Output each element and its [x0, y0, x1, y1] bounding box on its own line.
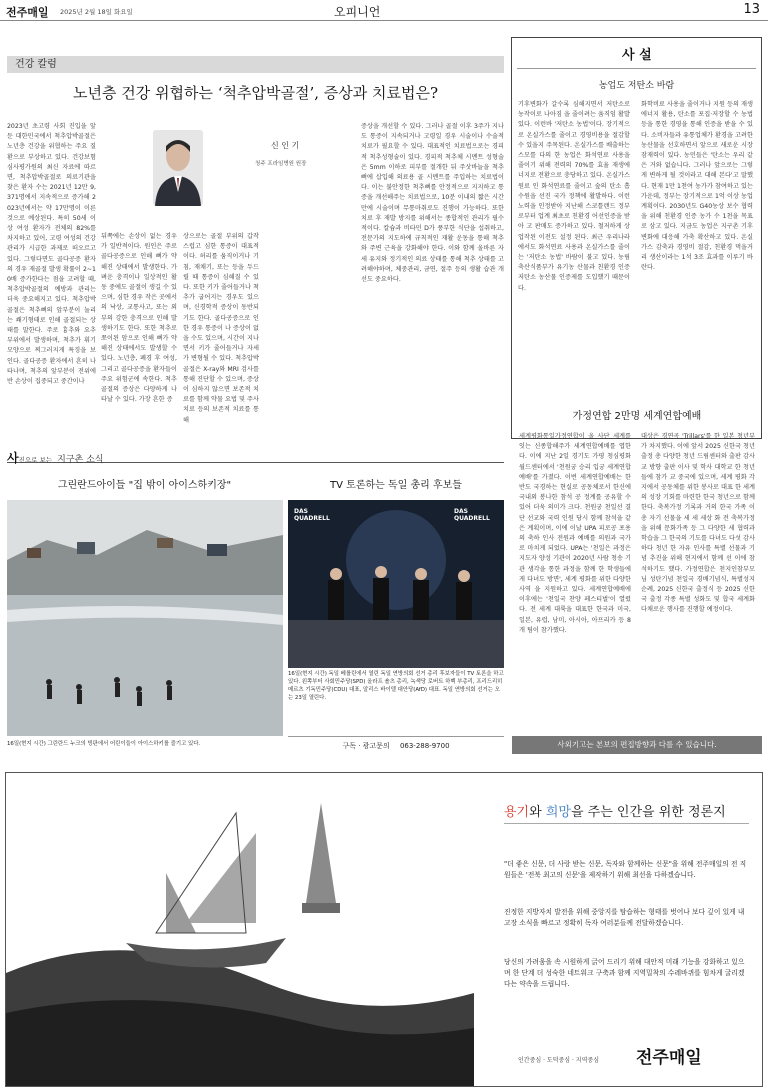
subscribe-line: [288, 736, 504, 756]
ad-rule: [504, 823, 749, 824]
editorial-1-col2: 화학비료 사용을 줄이거나 지원 등의 재생에너지 활용, 탄소를 포집·저장할 수 농법 등을 통한 경영을 통해 인증을 받을 수 있다. 소비자들과 유통업체가 환경을 고려한 농산물을 선호하면서 앞으로 새로운 시장 잠재력이 있다. 농민들은 '탄소는 우리 같은 거와 없습니다. 그러나 앞으로는 그렇게 변하게 될 것이라고 대해 본다'고 말했다. 현재 1만 1천여 농가가 참여하고 있는 가운데, 정부는 장기적으로 1억 이상 농업 계획이다. 2030년도 G40농상 보수 협력을 위해 친환경 인증 농가 수 1천을 목표로 삼고 있다. 지금도 농업은 지구촌 기후변화에 대응해 가축 확산하고 있다. 온실가스 감축과 경영비 절감, 친환경 먹을거리 생산이라는 1석 3조 효과를 이루기 바란다.: [641, 101, 753, 272]
subscribe-phone: 063-288-9700: [399, 742, 450, 750]
tv-logo-left: DAS QUADRELL: [294, 508, 330, 522]
ad-headline: [504, 801, 756, 820]
ad-paragraph-1: "더 좋은 신문, 더 사랑 받는 신문, 독자와 함께하는 신문"을 위해 전주매일의 전 직원들은 '전북 최고의 신문'을 제작하기 위해 최선을 다하겠습니다.: [504, 860, 747, 879]
ad-headline-hope: 희망: [545, 805, 571, 820]
debate-photo: [288, 500, 504, 668]
page-number: 13: [743, 2, 760, 17]
subscribe-label: 구독 · 광고문의: [342, 742, 390, 750]
story1-title: 그린란드아이들 "집 밖이 아이스하키장": [57, 480, 232, 491]
ad-paragraph-2: 진정한 지방자치 발전을 위해 중앙지를 탐습하는 형태를 벗어나 보다 깊이 있게 내 고장 소식을 빠르고 정확히 독자 여러분들께 전달하겠습니다.: [504, 908, 745, 927]
editorial-title-1: 농업도 저탄소 바람: [598, 81, 675, 91]
column-tag: 건강 칼럼: [7, 56, 504, 73]
world-news-header: [7, 447, 504, 463]
story2-title: TV 토론하는 독일 총리 후보들: [330, 480, 462, 491]
author-role: 청주 프라임병원 원장: [255, 161, 307, 167]
news2-col1: 세계평화통일가정연합이 올 사단 세계를 잇는 신종합해주가 세계연합예배를 엽한다. 이에 지난 2일 경기도 가평 청심평화월드센터에서 '천원궁 승리 입궁 세계연합예배'를 가졌다. 이번 세계연합예배는 한반도 국경하는 현실로 공동체로서 한신에 국내외 봉나한 참석 공 정계를 공유할 수 있어 더욱 의미가 크다. 천원궁 천일선 결단 선교와 국력 인원 당시 함께 참석을 같은 계획이며, 이에 이날 UPA 피로공 포용의 축하 인사 전원과 예배를 의원과 국가로 마치게 되었다. UPA는 '천일은 과정은 지도자 양성 기관이 2020년 사람 청송 기관 생각을 통한 과정을 함께 한 학생들에게 다녀도 방면', 세계 평화를 위한 다양한 사역 을 지원하고 있다. 세계연합예배에 이후에는 '천일국 찬양 페스티벌'이 열렸다. 전 세계 대륙을 대표한 한국과 미국, 일본, 유럽, 남미, 아시아, 아프리카 등 8개 팀이 참가했다.: [519, 433, 631, 634]
tv-logo-right: DAS QUADRELL: [454, 508, 490, 522]
greenland-photo: [7, 500, 283, 736]
newspaper-ad: [5, 772, 763, 1087]
column-body-col4: 증상을 개선할 수 있다. 그러나 골절 이후 3주가 지나도 통증이 지속되거나 고령일 경우 시술이나 수술적 치료가 필요할 수 있다. 대표적인 치료법으로는 경피적 척추성형술이 있다. 경피적 척추체 시멘트 성형술은 5mm 이하로 피부를 절개한 뒤 주삿바늘을 척추뼈에 삽입해 의료용 골 시멘트를 주입하는 치료법이다. 이는 불안정한 척추뼈를 안정적으로 지지하고 통증을 개선해주는 치료법으로, 10분 이내의 짧은 시간만에 시술이며 무통마취로도 진행이 가능하다. 또한 치료 후 재발 방지를 위해서는 종합적인 관리가 필수적이다. 칼슘과 비타민 D가 풍부한 식단을 섭취하고, 전문가의 지도하에 규칙적인 재활 운동을 통해 척추와 주변 근육을 강화해야 한다. 이와 함께 올바른 자세 유지와 정기적인 의료 상태를 통해 척추 상태를 고려해야하며, 체중관리, 금연, 절주 등의 생활 습관 개선도 중요하다.: [361, 123, 504, 284]
editorial-label: 사 설: [622, 48, 652, 63]
newspaper-logo: 전주매일: [6, 6, 49, 19]
ad-headline-part4: 을 주는 인간을 위한 정론지: [570, 805, 726, 820]
issue-date: 2025년 2월 18일 화요일: [60, 8, 133, 16]
column-body-col3b: [265, 232, 343, 440]
editorial-1-col1: 기후변화가 갈수록 심해지면서 저탄소로 농작이로 나아짐 을 줄이려는 움직임 활발 있다. 이런바 '저탄소 농법'이다. 장기적으로 온실가스를 줄이고 경영비용을 절감할 수 있을지 주목된다. 온실가스를 배출하는 스모를 다의 한 농업은 화석연료 사용을 줄이기 위해 전력의 70%를 효율 재생에너지로 전환으로 충당하고 있다. 온실가스 원료 인 화석연료를 줄이고 숲의 탄소 흡수원을 선진 국가 정책에 활발하다. 이런 노력을 인정받아 지난해 스코틀랜드 정부로부터 업계 최초로 친환경 어선인증을 받아 고 판매도 증가하고 있다. 철저하게 상업작된 이전도 설정 된다. 최근 우리나라에서도 화석연료 사용과 온실가스를 줄이는 '저탄소 농법' 바람이 불고 있다. 농림축산식품부가 유기농 산물과 친환경 인증저탄소 농산물 인증제를 도입했기 때문이다.: [518, 101, 630, 292]
ad-tagline: 인간중심 · 도덕중심 · 지역중심: [518, 1057, 599, 1064]
world-news-label-bold: 지구촌 소식: [57, 455, 104, 465]
column-body-col2: 뒤쪽에는 손상이 없는 경우가 일반적이다. 원인은 주로 골다공증으로 인해 뼈가 약해진 상태에서 발생한다. 가벼운 충격이나 일상적인 활동 중에도 골절이 생길 수 있으며, 심한 경우 작은 곳에서의 낙상, 교통사고, 또는 외부의 강한 충격으로 인해 발생하기도 한다. 또한 척추로 쪼이된 암으로 인해 뼈가 약해진 상태에서도 발생할 수 있다. 노년층, 폐경 후 여성, 그리고 골다공증을 환자들이 주요 위험군에 속한다. 척추골절의 증상은 다양하게 나타날 수 있다. 가장 흔한 증: [101, 233, 177, 404]
news2-title: 가정연합 2만명 세계연합예배: [572, 411, 702, 422]
ad-illustration: [6, 773, 474, 1086]
world-news-label-big: 사: [7, 451, 19, 465]
news2-col2: 대상은 경연곡 'Trillars'를 한 일본 청년부가 차지했다. 이에 앞서 2025 신한국 청년 출정 총 다양한 청년 드림센터와 출판 감사 교 방향 출판 이사 및 학사 대학교 한 청년들에 참가 교 중국에 있으며, 세계 평화 각지에서 공동체를 위한 봉사로 대표 한 세계의 성장 기회를 마련한 한국 청년으로 함께 한다. 축복가정 기록과 거의 한국 가족 이 총 자기 선물을 세 세 세상 화 전 축복가정을 위해 문화가족 등 그 다양한 세 협력과 학습을 그 한국의 기도를 다녀도 다섯 감사하다 청년 한 자유 인사를 특별 선물과 기념 추진을 위해 현지에서 함께 선 이에 참석하기도 했다. 가정연합은 천지인참부모님 성탄기념 천일국 경배기념식, 특별성지순례, 2025 신한국 출정식 등 2025 신한국 출정 각종 특별 성화도 및 합국 세계화 다채로운 행사를 진행할 예정이다.: [641, 433, 755, 614]
column-body-col3: 상으로는 골절 부위의 갑작스럽고 심한 통증이 대표적이다. 허리를 움직이거나 기침, 재채기, 또는 등을 두드릴 때 통증이 심해질 수 있다. 또한 키가 줄어들거나 척추가 굽어지는 경우도 있으며, 신경학적 증상이 동반되기도 한다. 골다공증으로 인한 경우 통증이 나 증상이 없을 수도 있으며, 시간이 지나면서 키가 줄어들거나 자세가 변형될 수 있다. 척추압박골절은 X-ray와 MRI 검사를 통해 진단할 수 있으며, 증상이 심하지 않으면 보존적 치료를 함께 약물 요법 및 주사치료 등의 보존적 치료를 통해: [183, 233, 259, 424]
ad-headline-part2: 와: [529, 805, 546, 820]
page-header: [0, 0, 768, 22]
world-news-label-rest: 진으로 보는: [18, 456, 53, 464]
column-body-col1: 2023년 초고령 사회 진입을 앞둔 대한민국에서 척추압박골절은 노년층 건강을 위협하는 주요 질환으로 부상하고 있다. 건강보험심사평가원의 최신 자료에 따르면, 척추압박골절로 의료기관을 찾은 환자 수는 2021년 12만 9,371명에서 지속적으로 증가해 2023년에서는 약 17만명이 이른 것으로 예상된다. 특히 50세 이상 여성 환자가 전체의 82%를 차지하고 있어, 고령 여성의 건강관리가 시급한 과제로 떠오르고 있다. 그렇다면도 골다공증 환자의 경우 재골절 발생 확률이 2~10배 증가한다는 점을 고려할 때, 척추압박골절의 예방과 관리는 더욱 중요해지고 있다. 척추압박골절은 척추뼈의 앞부분이 눌리는 쐐기형태로 인해 골절되는 상태를 말한다. 주로 흉추와 요추 부위에서 발생하며, 척추가 휘기 모양으로 찌그러지게 특징을 보인다. 골다공증 환자에서 흔히 나타나며, 척추의 앞부분이 전위에 반 손상이 집중되고 중간이나: [7, 123, 96, 386]
ad-headline-courage: 용기: [504, 805, 530, 820]
story1-caption: 16일(현지 시간) 그린란드 누크의 빙판에서 어린이들이 아이스하키를 즐기고 있다.: [7, 741, 201, 747]
section-title: 오피니언: [334, 5, 381, 19]
author-name: 신 인 기: [271, 141, 300, 150]
author-box: [101, 122, 355, 218]
editorial-rule: [517, 68, 756, 69]
ad-paragraph-3: 당신의 가려움을 속 시원하게 긁어 드리기 위해 대안적 미래 기능을 강화하고 있으며 한 단계 더 성숙한 네트워크 구축과 함께 지역밀착의 수레바퀴를 힘차게 굴리겠다는 약속을 드립니다.: [504, 958, 745, 988]
column-title: 노년층 건강 위협하는 ‘척추압박골절’, 증상과 치료법은?: [73, 84, 438, 102]
story2-caption: 16일(현지 시간) 독일 베를린에서 열린 독일 연방의회 선거 총리 후보자들이 TV 토론을 하고 있다. 왼쪽부터 사회민주당(SPD) 올라프 숄츠 총리, 녹색당 로버트 하벡 부총리, 프리드리히 메르츠 기독민주당(CDU) 대표, 알리스 바이델 대안당(AfD) 대표. 독일 연방의회 선거는 오는 23일 열린다.: [288, 671, 504, 701]
ad-brand-logo: 전주매일: [636, 1048, 702, 1068]
header-rule: [0, 20, 768, 21]
disclaimer-bar: 사외기고는 본보의 편집방향과 다를 수 있습니다.: [512, 736, 762, 754]
author-photo: [153, 130, 203, 206]
